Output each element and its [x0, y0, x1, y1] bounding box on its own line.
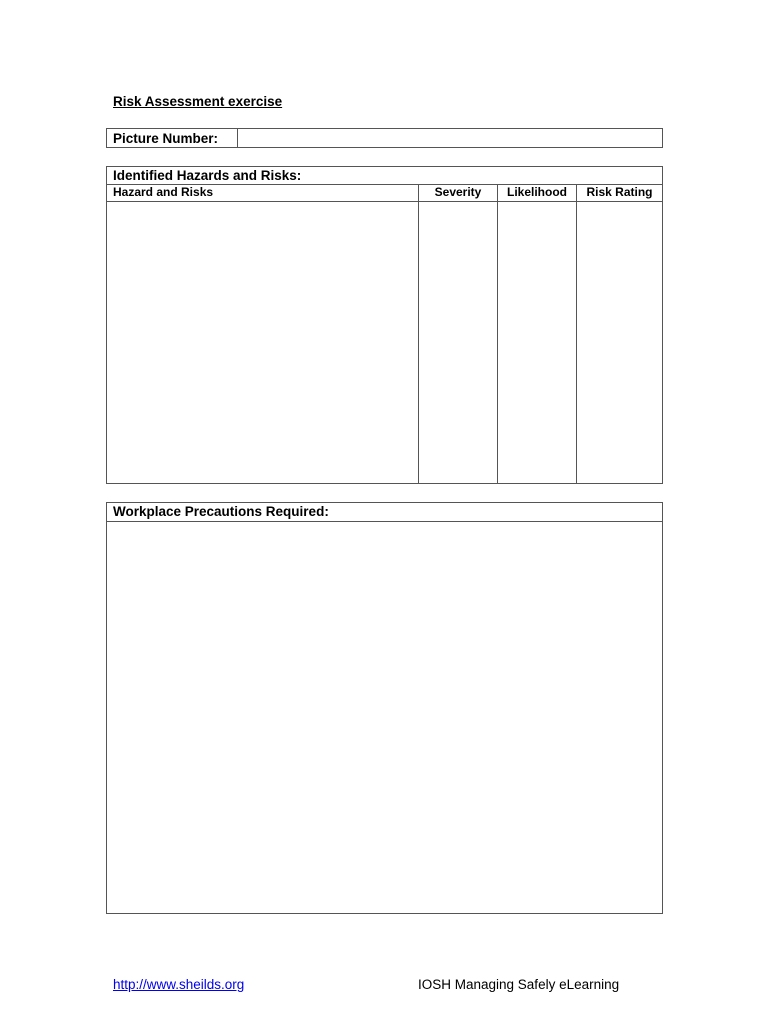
hazards-header-divider: [107, 201, 662, 202]
column-divider: [497, 184, 498, 483]
footer-text: IOSH Managing Safely eLearning: [418, 977, 620, 992]
precautions-box: [106, 502, 663, 914]
column-divider: [418, 184, 419, 483]
column-divider: [576, 184, 577, 483]
column-header-hazard: Hazard and Risks: [113, 185, 214, 199]
footer-link[interactable]: http://www.sheilds.org: [113, 977, 245, 992]
precautions-divider: [107, 521, 662, 522]
column-header-risk-rating: Risk Rating: [586, 185, 653, 199]
picture-number-divider: [237, 129, 238, 147]
column-header-likelihood: Likelihood: [507, 185, 567, 199]
hazards-heading: Identified Hazards and Risks:: [113, 168, 302, 183]
precautions-heading: Workplace Precautions Required:: [113, 504, 329, 519]
column-header-severity: Severity: [434, 185, 482, 199]
picture-number-field: [106, 128, 663, 148]
page-title: Risk Assessment exercise: [113, 94, 283, 109]
picture-number-label: Picture Number:: [113, 131, 219, 146]
hazards-table: [106, 166, 663, 484]
